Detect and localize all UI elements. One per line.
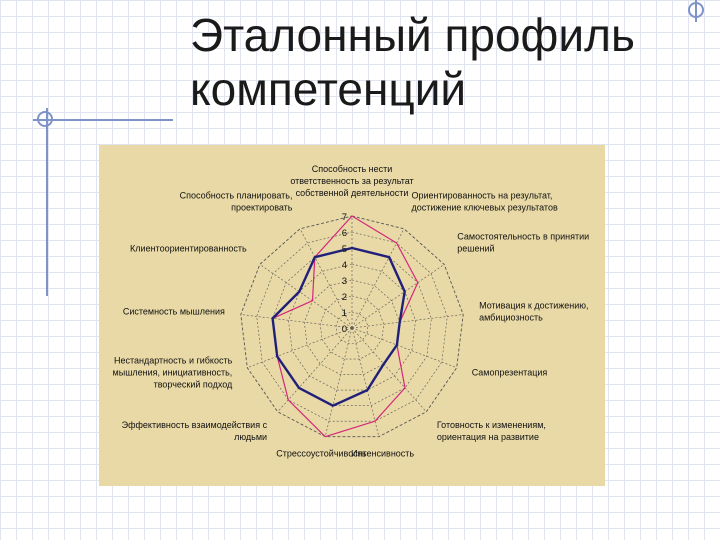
decor-horizontal-line bbox=[33, 119, 173, 121]
grid-spoke bbox=[247, 328, 352, 368]
category-label-line: Самопрезентация bbox=[471, 367, 548, 378]
category-label-line: мышления, инициативность, bbox=[112, 367, 233, 378]
category-label bbox=[412, 191, 558, 213]
category-label bbox=[130, 243, 247, 253]
category-label-line: решений bbox=[457, 243, 495, 254]
tick-label: 7 bbox=[341, 212, 347, 223]
grid-spoke bbox=[352, 328, 457, 368]
grid-spoke bbox=[278, 328, 352, 412]
category-label-line: достижение ключевых результатов bbox=[411, 202, 558, 213]
category-label-line: Нестандартность и гибкость bbox=[113, 355, 233, 366]
radar-chart bbox=[99, 145, 605, 486]
category-label-line: Клиентоориентированность bbox=[130, 243, 247, 254]
tick-label: 5 bbox=[341, 244, 347, 255]
tick-label: 1 bbox=[341, 308, 347, 319]
decor-vertical-line bbox=[46, 108, 48, 296]
category-label-line: Интенсивность bbox=[351, 448, 415, 459]
slide-title-line-2: компетенций bbox=[190, 63, 467, 115]
category-label-line: собственной деятельности bbox=[295, 188, 409, 198]
category-label-line: творческий подход bbox=[153, 379, 233, 390]
tick-label: 0 bbox=[341, 324, 347, 335]
category-label-line: Мотивация к достижению, bbox=[479, 300, 589, 311]
category-label-line: Эффективность взаимодействия с bbox=[121, 419, 268, 430]
category-label bbox=[479, 301, 588, 323]
category-label bbox=[122, 420, 268, 442]
category-label bbox=[437, 420, 546, 442]
category-label-line: ответственность за результат bbox=[290, 176, 414, 186]
category-label-line: Системность мышления bbox=[122, 306, 225, 317]
slide-title bbox=[190, 8, 690, 116]
category-label-line: амбициозность bbox=[479, 312, 543, 323]
category-label bbox=[290, 164, 413, 198]
category-label bbox=[472, 367, 548, 377]
category-label bbox=[123, 307, 225, 317]
grid-spoke bbox=[325, 328, 352, 437]
category-label bbox=[180, 191, 293, 213]
decor-top-right-circle bbox=[688, 2, 704, 18]
category-label-line: Ориентированность на результат, bbox=[411, 190, 553, 201]
category-label-line: Стрессоустойчивость bbox=[276, 448, 367, 459]
category-label-line: Самостоятельность в принятии bbox=[457, 231, 590, 242]
series-line bbox=[273, 248, 405, 406]
tick-label: 3 bbox=[341, 276, 347, 287]
category-label bbox=[113, 355, 233, 389]
category-label-line: Способность нести bbox=[311, 164, 393, 174]
radar-chart-panel bbox=[99, 145, 605, 486]
category-label bbox=[457, 231, 589, 253]
slide-title-line-1: Эталонный профиль bbox=[190, 9, 635, 61]
tick-label: 6 bbox=[341, 228, 347, 239]
category-label-line: людьми bbox=[234, 431, 268, 442]
grid-spoke bbox=[352, 229, 404, 328]
category-label bbox=[276, 448, 367, 458]
decor-circle bbox=[37, 111, 53, 127]
tick-label: 4 bbox=[341, 260, 347, 271]
category-label-line: Способность планировать, bbox=[179, 190, 293, 201]
tick-label: 2 bbox=[341, 292, 347, 303]
category-label-line: Готовность к изменениям, bbox=[436, 419, 546, 430]
grid-spoke bbox=[352, 328, 379, 437]
category-label-line: ориентация на развитие bbox=[436, 431, 539, 442]
category-label-line: проектировать bbox=[231, 202, 293, 213]
grid-spoke bbox=[352, 328, 426, 412]
